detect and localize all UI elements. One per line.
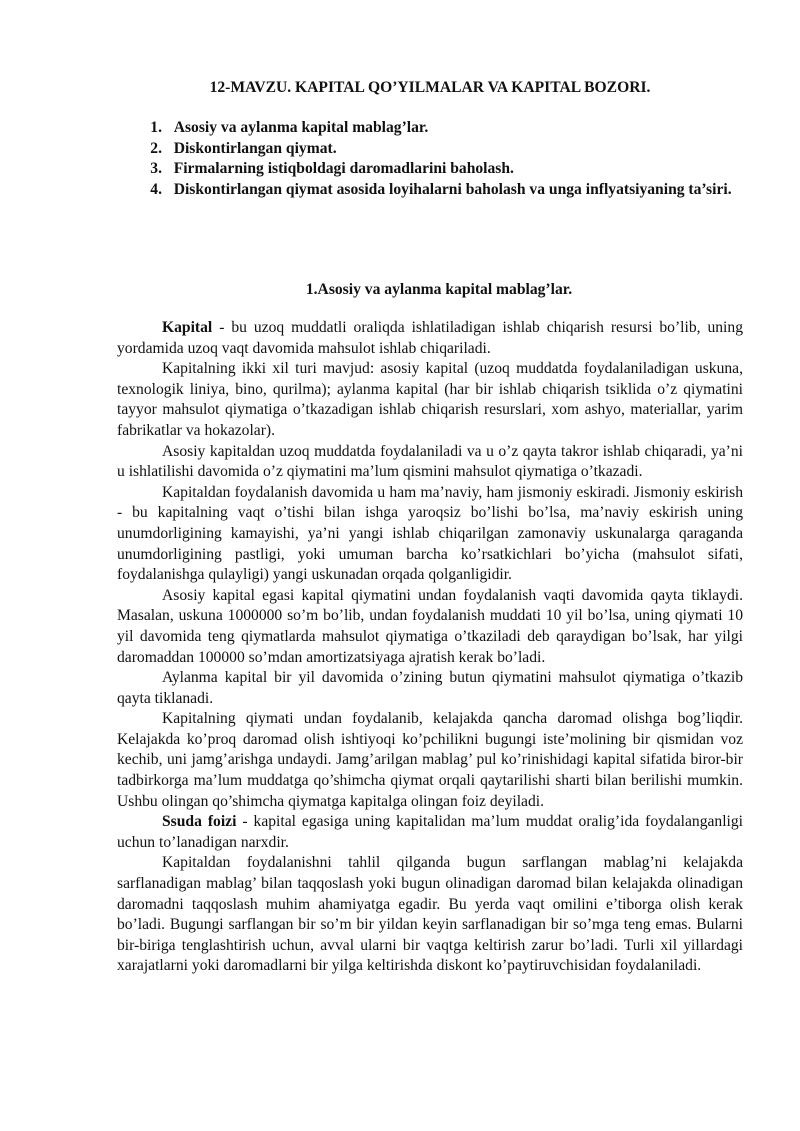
- paragraph: [117, 483, 743, 586]
- paragraph: [117, 853, 743, 977]
- paragraph-text: Aylanma kapital bir yil davomida o’zining butun qiymatini mahsulot qiymatiga o’tkazib qayta tiklanadi.: [117, 669, 743, 707]
- outline-label: Firmalarning istiqboldagi daromadlarini baholash.: [173, 160, 514, 178]
- paragraph: [117, 318, 743, 359]
- paragraph: [117, 359, 743, 441]
- outline-item: [117, 139, 743, 160]
- outline-item: [117, 118, 743, 139]
- term-kapital: Kapital: [162, 319, 213, 336]
- term-ssuda-foizi: Ssuda foizi: [162, 813, 237, 831]
- paragraph: [117, 668, 743, 709]
- outline-number: 4.: [150, 180, 162, 198]
- paragraph: [117, 586, 743, 668]
- topic-outline: [117, 118, 743, 200]
- paragraph-text: Kapitaldan foydalanish davomida u ham ma’naviy, ham jismoniy eskiradi. Jismoniy eskirish - bu kapitalning vaqt o’tishi bilan ishga yaroqsiz bo’lishi bo’lsa, ma’naviy eskirish uning unumdorligining kamayishi, ya’ni yangi ishlab chiqarilgan zamonaviy uskunalarga qaraganda unumdorligining pastligi, yoki umuman barcha ko’rsatkichlari bo’yicha (mahsulot sifati, foydalanishga qulayligi) yangi uskunadan orqada qolganligidir.: [117, 483, 743, 584]
- outline-label: Diskontirlangan qiymat asosida loyihalarni baholash va unga inflyatsiyaning ta’siri.: [173, 180, 732, 198]
- outline-label: Asosiy va aylanma kapital mablag’lar.: [173, 119, 429, 136]
- paragraph: [117, 812, 743, 853]
- paragraph-text: Kapitalning ikki xil turi mavjud: asosiy kapital (uzoq muddatda foydalaniladigan uskuna, texnologik liniya, bino, qurilma); aylanma kapital (har bir ishlab chiqarish tsiklida o’z qiymatini tayyor mahsulot qiymatiga o’tkazadigan ishlab chiqarish resurslari, xom ashyo, materiallar, yarim fabrikatlar va hokazolar).: [117, 360, 743, 439]
- paragraph-text: Kapitaldan foydalanishni tahlil qilganda bugun sarflangan mablag’ni kelajakda sarflanadigan mablag’ bilan taqqoslash yoki bugun olinadigan daromad bilan kelajakda olinadigan daromadni taqqoslash muhim ahamiyatga egadir. Bu yerda vaqt omilini e’tiborga olish kerak bo’ladi. Bugungi sarflangan bir so’m bir yildan keyin sarflanadigan bir so’mga teng emas. Bularni bir-biriga tenglashtirish uchun, avval ularni bir vaqtga keltirish zarur bo’ladi. Turli xil yillardagi xarajatlarni yoki daromadlarni bir yilga keltirishda diskont ko’paytiruvchisidan foydalaniladi.: [117, 854, 743, 975]
- paragraph-text: - bu uzoq muddatli oraliqda ishlatiladigan ishlab chiqarish resursi bo’lib, uning yordamida uzoq vaqt davomida mahsulot ishlab chiqariladi.: [117, 319, 743, 357]
- paragraph-text: - kapital egasiga uning kapitalidan ma’lum muddat oralig’ida foydalanganligi uchun to’lanadigan narxdir.: [117, 813, 743, 851]
- paragraph-text: Kapitalning qiymati undan foydalanib, kelajakda qancha daromad olishga bog’liqdir. Kelajakda ko’proq daromad olish ishtiyoqi ko’pchilikni bugungi iste’molining bir qismidan voz kechib, uni jamg’arishga undaydi. Jamg’arilgan mablag’ pul ko’rinishidagi kapital sifatida biror-bir tadbirkorga ma’lum muddatga qo’shimcha qiymat orqali qaytarilishi sharti bilan berilishi mumkin. Ushbu olingan qo’shimcha qiymatga kapitalga olingan foiz deyiladi.: [117, 710, 743, 810]
- paragraph: [117, 709, 743, 812]
- paragraph-text: Asosiy kapital egasi kapital qiymatini undan foydalanish vaqti davomida qayta tiklaydi. Masalan, uskuna 1000000 so’m bo’lib, undan foydalanish muddati 10 yil bo’lsa, uning qiymati 10 yil davomida teng qiymatlarda mahsulot qiymatiga o’tkaziladi deb qaraydigan bo’lsak, har yilgi daromaddan 100000 so’mdan amortizatsiyaga ajratish kerak bo’ladi.: [117, 586, 743, 666]
- paragraph: [117, 442, 743, 483]
- section-heading: 1.Asosiy va aylanma kapital mablag’lar.: [305, 281, 573, 298]
- outline-number: 1.: [150, 119, 162, 136]
- paragraph-text: Asosiy kapitaldan uzoq muddatda foydalaniladi va u o’z qayta takror ishlab chiqaradi, ya’ni u ishlatilishi davomida o’z qiymatini ma’lum qismini mahsulot qiymatiga o’tkazadi.: [117, 442, 743, 481]
- document-title: 12-MAVZU. KAPITAL QO’YILMALAR VA KAPITAL BOZORI.: [209, 79, 651, 96]
- outline-label: Diskontirlangan qiymat.: [173, 139, 337, 157]
- outline-item: [117, 159, 743, 180]
- outline-number: 2.: [150, 139, 162, 157]
- outline-number: 3.: [150, 160, 162, 178]
- outline-item: [117, 180, 743, 201]
- section-body: [117, 318, 743, 977]
